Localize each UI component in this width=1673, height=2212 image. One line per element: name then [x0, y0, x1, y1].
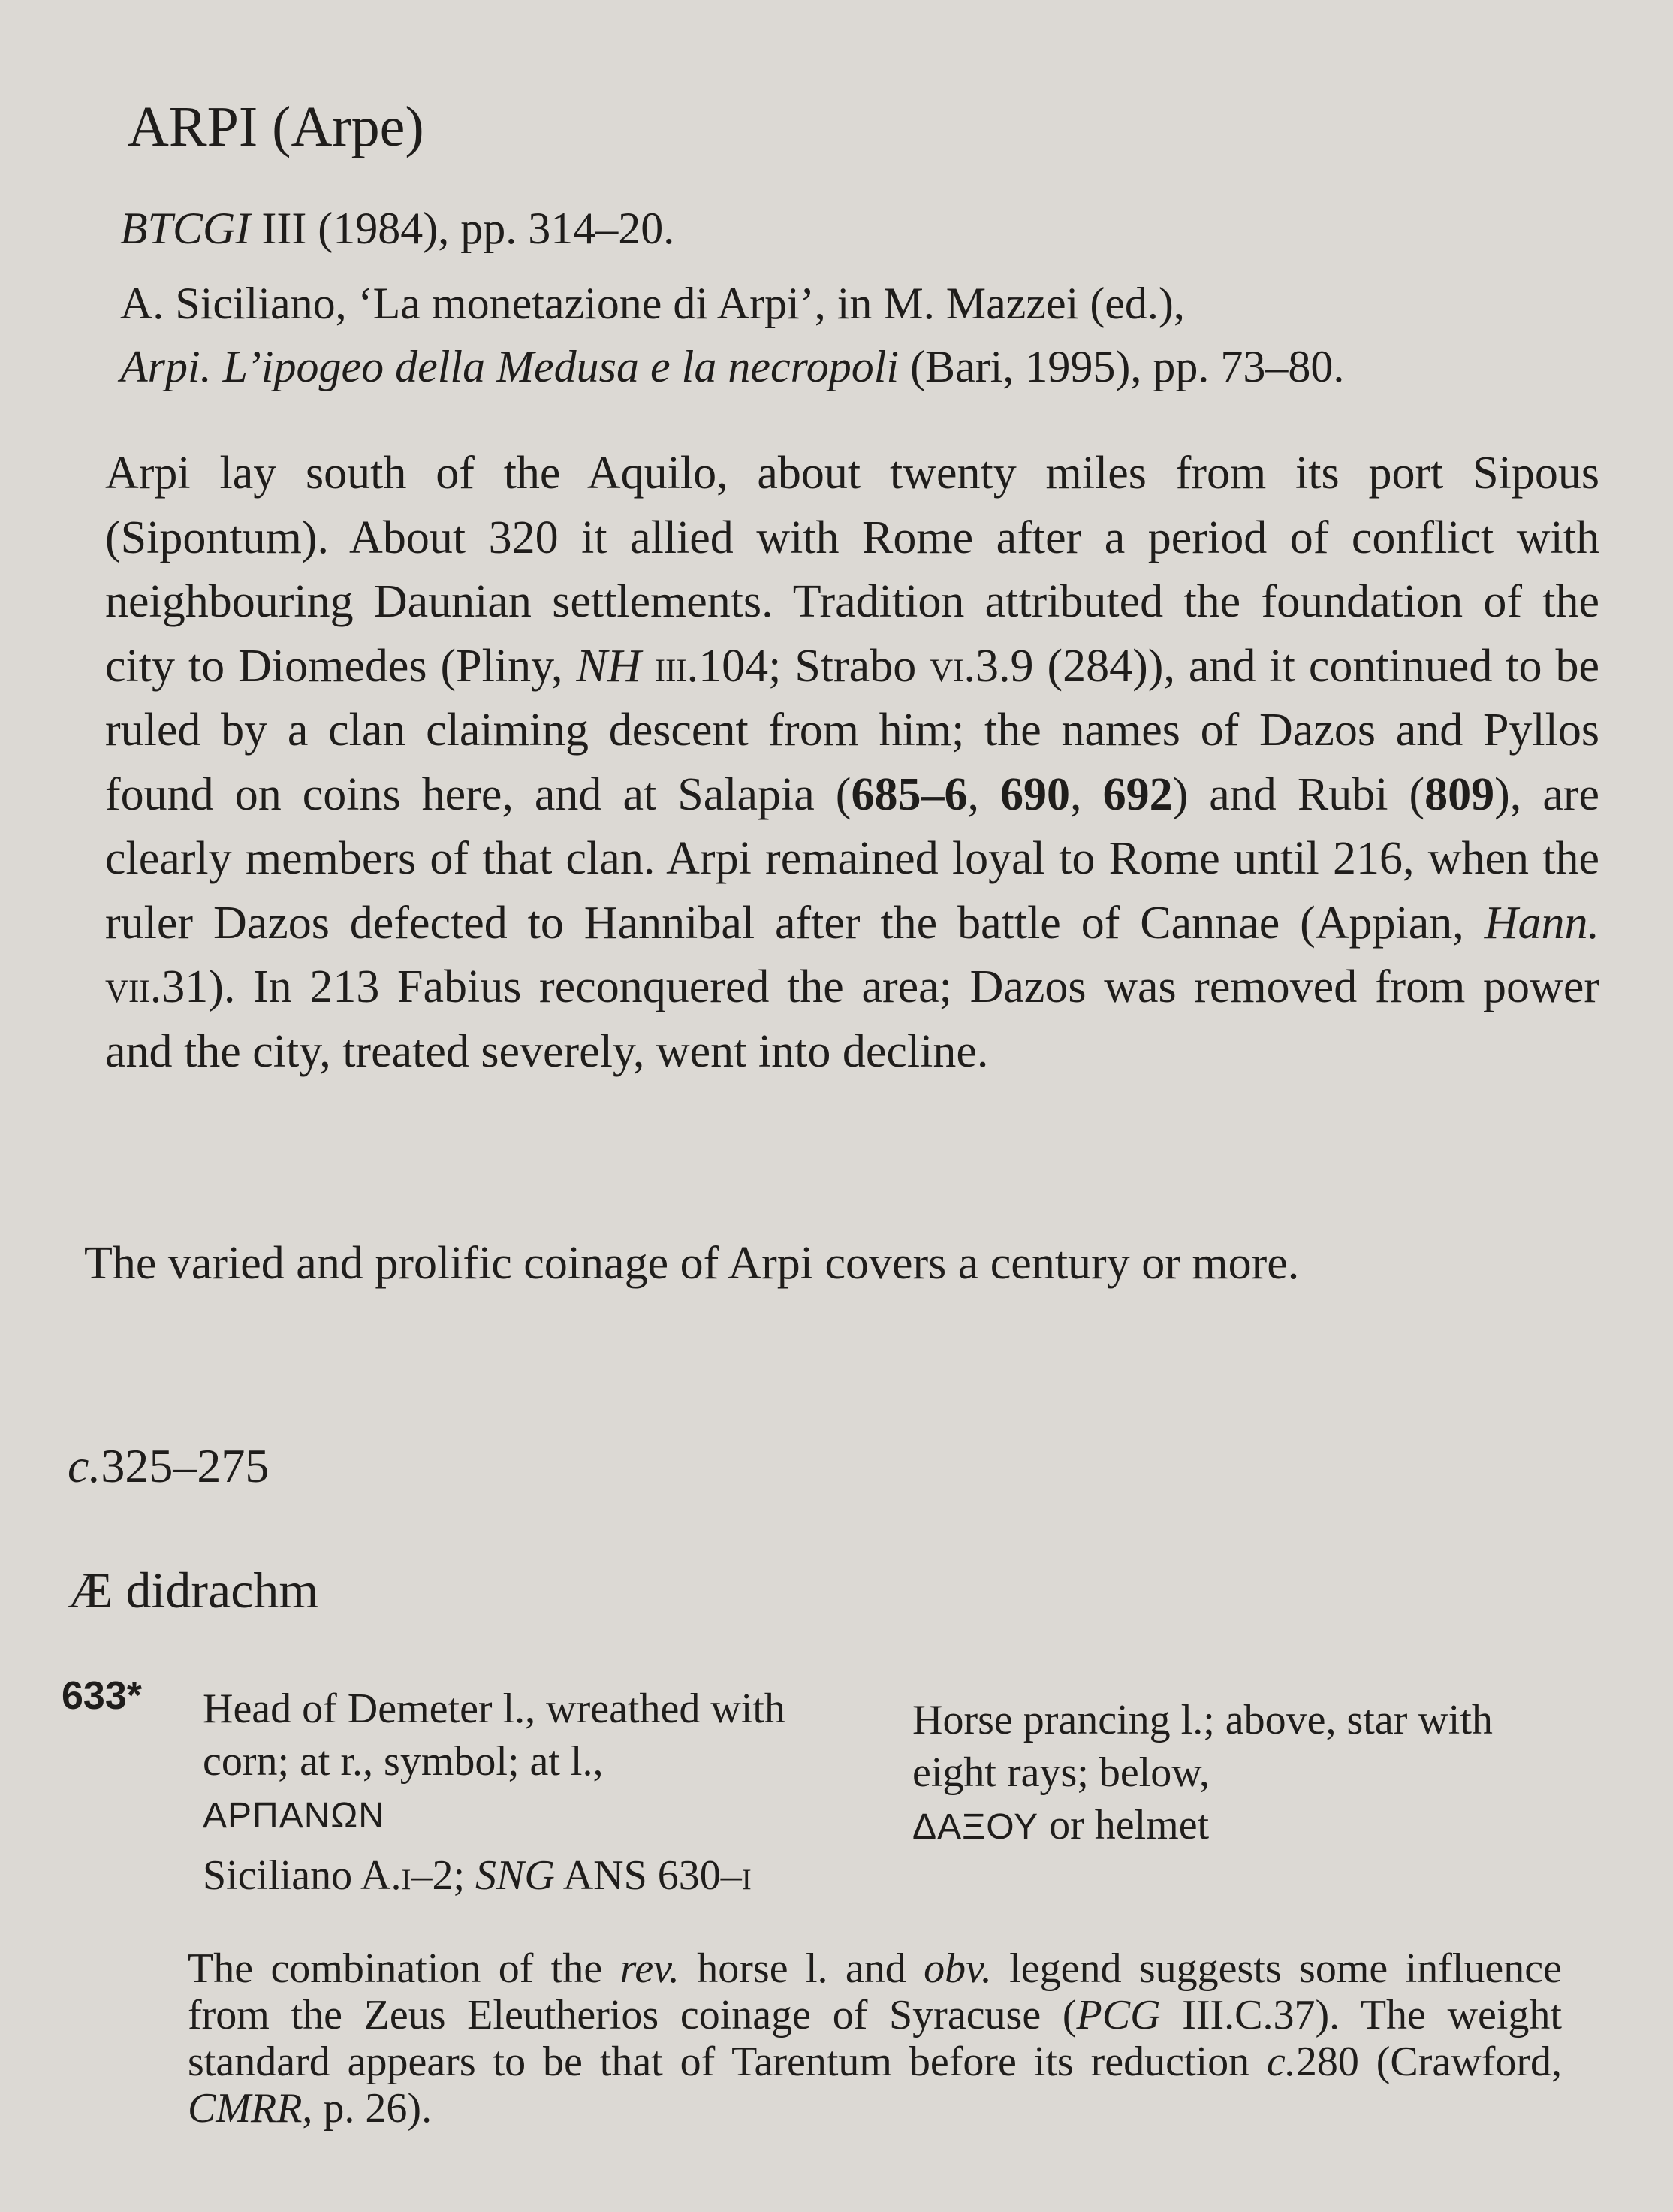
catalogue-number: 633*: [62, 1674, 142, 1718]
cross-ref: 690: [1000, 768, 1071, 820]
metal-symbol: Æ: [68, 1562, 113, 1619]
text-run-italic: NH: [576, 640, 641, 692]
text-run-italic: rev.: [619, 1945, 680, 1992]
text-run-smallcaps: vi: [930, 640, 964, 692]
text-run: .3.9 (284)), and it continued to be ruled by a clan claiming descent from him; the names of Dazos and Pyllos found on coins here, and at Salapia (: [105, 640, 1600, 820]
date-range: [68, 1438, 269, 1494]
text-run: III.C.37). The weight standard appears to be that of Tarentum before its reduction: [188, 1992, 1562, 2085]
reverse-description: [912, 1694, 1528, 1854]
denomination-name: didrachm: [113, 1562, 319, 1619]
text-run: The combination of the: [188, 1945, 620, 1992]
bibliography-ref-1: [120, 197, 1577, 260]
cross-ref: 685–6: [851, 768, 968, 820]
text-run: , p. 26).: [302, 2085, 433, 2132]
date-value: 325–275: [101, 1439, 270, 1492]
text-run: horse l. and: [679, 1945, 924, 1992]
text-run: ANS 630–: [554, 1852, 742, 1899]
coinage-paragraph: The varied and prolific coinage of Arpi covers a century or more.: [84, 1238, 1300, 1289]
text-run: 280 (Crawford,: [1295, 2038, 1562, 2085]
ref-title: BTCGI: [120, 204, 251, 253]
text-run: .31). In 213 Fabius reconquered the area; Dazos was removed from power and the city, treated severely, went into decline.: [105, 961, 1599, 1077]
text-run-italic: c.: [1266, 2038, 1296, 2085]
text-run-italic: CMRR: [188, 2085, 303, 2132]
section-heading: ARPI (Arpe): [128, 95, 424, 158]
text-run: ,: [1070, 768, 1103, 820]
text-run: –2;: [411, 1852, 476, 1899]
reverse-tail: or helmet: [1038, 1802, 1210, 1848]
text-run-italic: Hann.: [1484, 897, 1599, 949]
intro-paragraph: [105, 442, 1599, 1084]
text-run: [641, 641, 655, 692]
obverse-text: Head of Demeter l., wreathed with corn; at r., symbol; at l.,: [203, 1685, 785, 1785]
text-run: ) and Rubi (: [1172, 768, 1425, 820]
obverse-legend: ΑΡΠΑΝΩΝ: [203, 1796, 385, 1836]
text-run-italic: SNG: [475, 1852, 555, 1899]
text-run-smallcaps: vii: [105, 961, 150, 1012]
text-run: ,: [967, 768, 1001, 820]
text-run: legend suggests some influence from the Zeus Eleutherios coinage of Syracuse (: [188, 1945, 1562, 2038]
text-run: Arpi lay south of the Aquilo, about twenty miles from its port Sipous (Sipontum). About 320 it allied with Rome after a period of conflict with neighbouring Daunian settlements. Tradition attributed the foundation of the city to Diomedes (Pliny,: [105, 448, 1599, 692]
text-run: Siciliano A.: [203, 1852, 402, 1899]
text-run-italic: PCG: [1076, 1992, 1161, 2038]
denomination-heading: [68, 1561, 318, 1620]
text-run-smallcaps: i: [741, 1852, 752, 1899]
obverse-description: [203, 1682, 818, 1842]
entry-note: [188, 1945, 1562, 2132]
ref-publication: (Bari, 1995), pp. 73–80.: [899, 342, 1345, 391]
ref-author-line: A. Siciliano, ‘La monetazione di Arpi’, in M. Mazzei (ed.),: [120, 279, 1185, 328]
text-run-smallcaps: iii: [654, 640, 687, 692]
text-run: ), are clearly members of that clan. Arpi remained loyal to Rome until 216, when the ruler Dazos defected to Hannibal after the battle of Cannae (Appian,: [105, 768, 1600, 949]
cross-ref: 809: [1424, 768, 1495, 820]
text-run-italic: obv.: [924, 1945, 992, 1992]
ref-details: III (1984), pp. 314–20.: [250, 204, 675, 253]
reverse-text: Horse prancing l.; above, star with eight rays; below,: [912, 1697, 1493, 1796]
cross-ref: 692: [1102, 768, 1173, 820]
reverse-legend: ΔΑΞΟΥ: [912, 1807, 1039, 1847]
ref-book-title: Arpi. L’ipogeo della Medusa e la necropoli: [120, 342, 900, 391]
entry-citation: [203, 1851, 752, 1900]
circa: c.: [68, 1439, 101, 1492]
text-run: .104; Strabo: [686, 640, 930, 692]
text-run-smallcaps: i: [401, 1852, 411, 1899]
bibliography-ref-2: [120, 272, 1577, 398]
